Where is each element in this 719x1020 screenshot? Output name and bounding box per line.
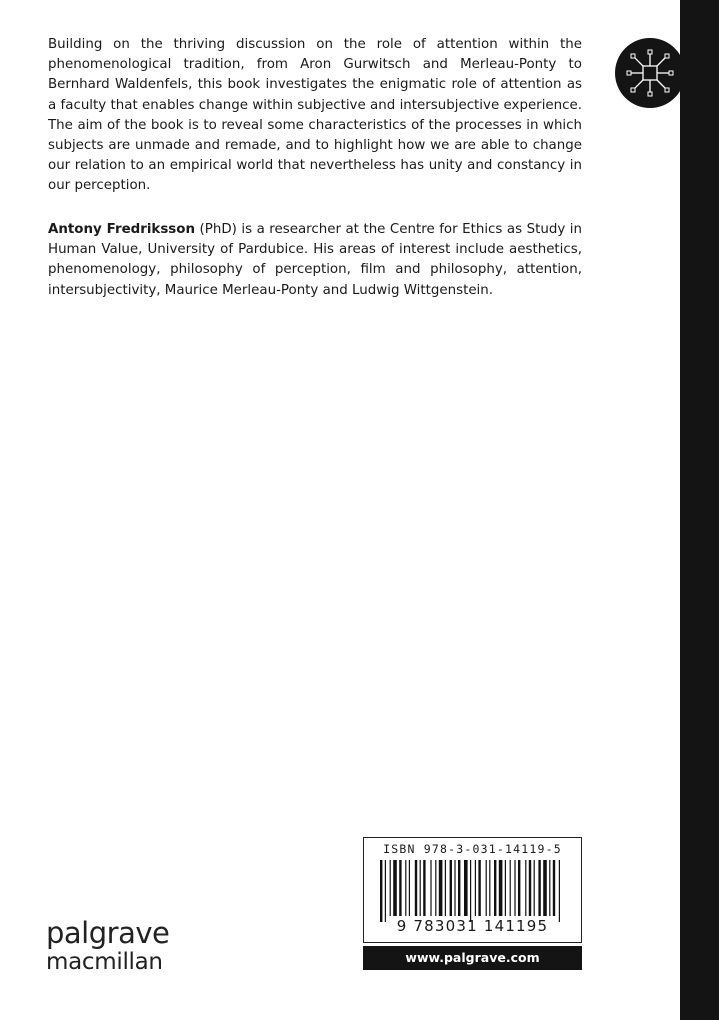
barcode-bar: [390, 860, 391, 916]
barcode-bar: [534, 860, 535, 916]
barcode-bar: [385, 860, 386, 922]
author-bio-text: (PhD) is a researcher at the Centre for Ethics as Study in Human Value, University of Pardubice. His areas of interest include aesthetics, phenomenology, philosophy of perception, film and philosophy, attention, intersubjectivity, Maurice Merleau-Ponty and Ludwig Wittgenstein.: [48, 222, 582, 298]
barcode-bar: [458, 860, 460, 916]
barcode-bar: [415, 860, 417, 916]
palgrave-logo-badge: [615, 38, 685, 108]
barcode-bar: [486, 860, 487, 916]
barcode-bar: [553, 860, 555, 916]
barcode-bar: [489, 860, 490, 916]
barcode-bar: [543, 860, 547, 916]
barcode-bar: [430, 860, 431, 916]
barcode-bar: [450, 860, 452, 916]
barcode-bar: [510, 860, 511, 916]
barcode-digits: 9 783031 141195: [396, 917, 549, 935]
book-spine: [680, 0, 719, 1020]
barcode-bar: [549, 860, 550, 916]
publisher-website[interactable]: www.palgrave.com: [363, 946, 582, 970]
barcode-bar: [393, 860, 397, 916]
publisher-logo-macmillan: macmillan: [46, 949, 163, 975]
barcode-bar: [505, 860, 506, 916]
barcode-bar: [423, 860, 425, 916]
barcode-bar: [499, 860, 503, 916]
barcode-bar: [409, 860, 410, 916]
palgrave-star-logo-icon: [624, 47, 676, 99]
barcode-bar: [538, 860, 540, 916]
book-blurb: Building on the thriving discussion on the role of attention within the phenomenological tradition, from Aron Gurwitsch and Merleau-Ponty to Bernhard Waldenfels, this book investigates the enigmatic role of attention as a faculty that enables change within subjective and intersubjective experience. The aim of the book is to reveal some characteristics of the processes in which subjects are unmade and remade, and to highlight how we are able to change our relation to an empirical world that nevertheless has unity and constancy in our perception.: [48, 37, 582, 194]
isbn-label: ISBN 978-3-031-14119-5: [383, 842, 562, 856]
barcode-bar: [478, 860, 480, 916]
publisher-logo-palgrave: palgrave: [46, 916, 170, 950]
barcode-bar: [399, 860, 401, 916]
barcode-bar: [405, 860, 406, 916]
author-name: Antony Fredriksson: [48, 222, 196, 237]
barcode-bar: [454, 860, 455, 916]
barcode-bar: [420, 860, 421, 916]
barcode-bar: [525, 860, 526, 916]
barcode-image: [378, 860, 568, 922]
barcode-bar: [475, 860, 476, 916]
barcode-bar: [464, 860, 468, 916]
barcode-panel: [363, 837, 582, 943]
barcode-bar: [494, 860, 496, 916]
barcode-bar: [445, 860, 446, 916]
barcode-bar: [380, 860, 382, 922]
barcode-bar: [559, 860, 560, 922]
barcode-bar: [470, 860, 471, 922]
barcode-bar: [514, 860, 515, 916]
barcode-bar: [439, 860, 443, 916]
barcode-bar: [435, 860, 436, 916]
barcode-bar: [518, 860, 520, 916]
author-bio: [48, 220, 582, 301]
barcode-bar: [529, 860, 531, 916]
